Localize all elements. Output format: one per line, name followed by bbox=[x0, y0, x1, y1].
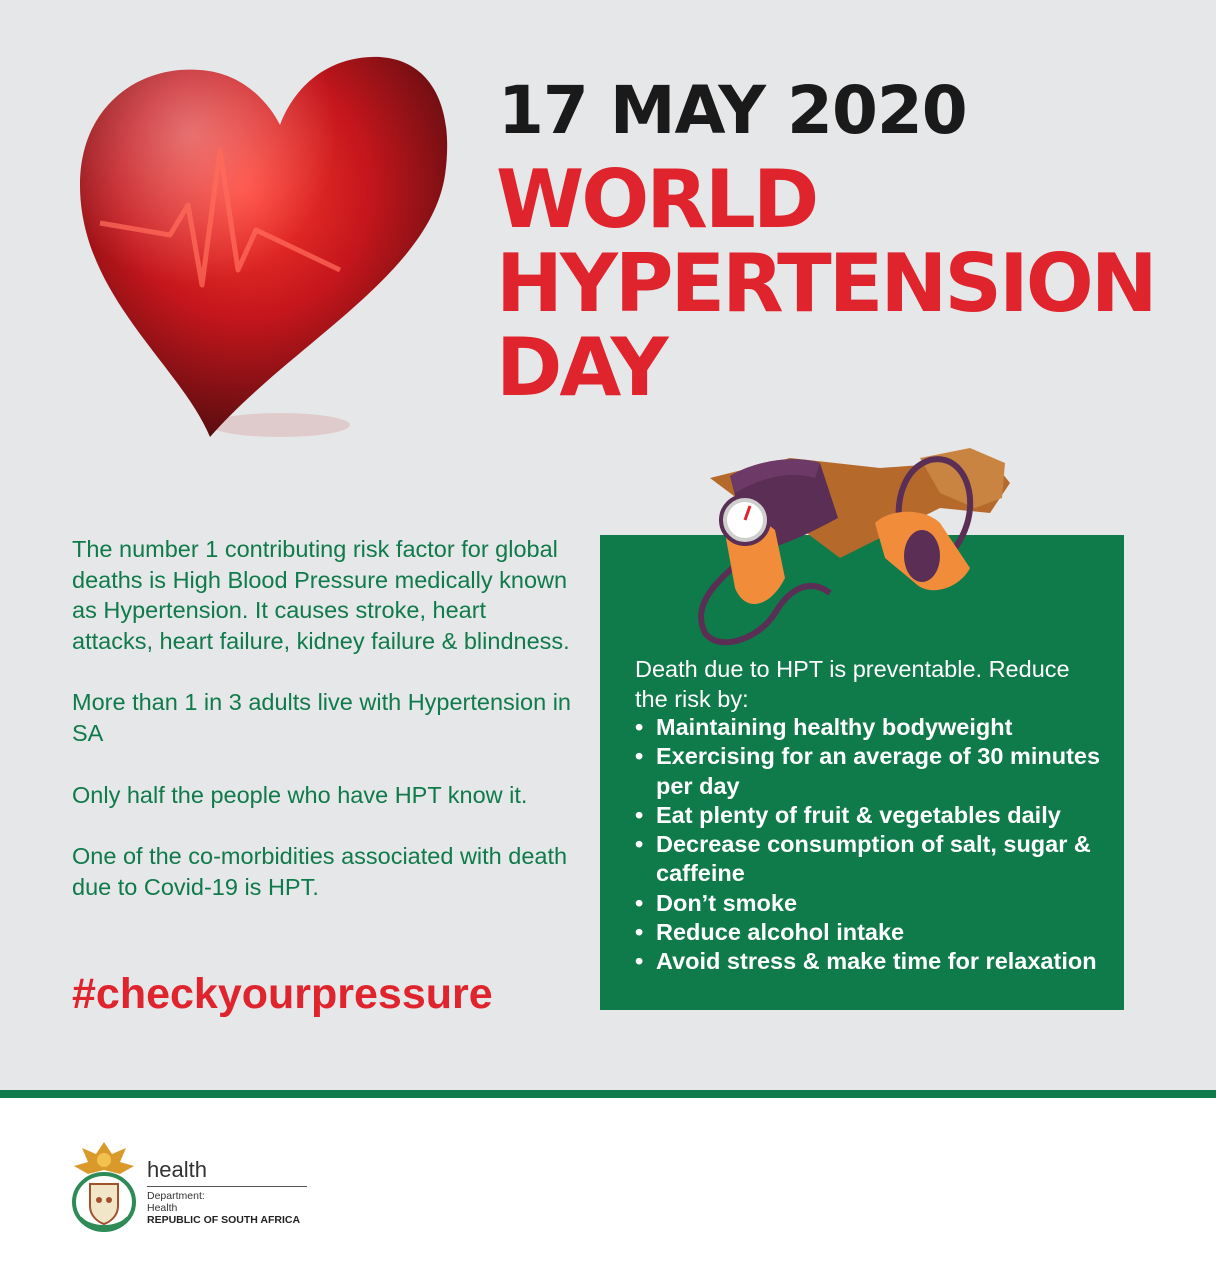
facts-block bbox=[72, 534, 572, 933]
event-date: 17 MAY 2020 bbox=[498, 72, 967, 149]
bullet-icon: • bbox=[635, 831, 644, 858]
list-item-text: Decrease consumption of salt, sugar & caffeine bbox=[656, 831, 1091, 887]
list-item-text: Reduce alcohol intake bbox=[656, 919, 905, 946]
list-item bbox=[635, 713, 1105, 742]
prevention-list bbox=[635, 713, 1105, 977]
title-line-1: WORLD bbox=[496, 153, 817, 246]
hashtag: #checkyourpressure bbox=[72, 970, 493, 1018]
bullet-icon: • bbox=[635, 919, 644, 946]
heart-icon bbox=[70, 45, 460, 445]
list-item-text: Avoid stress & make time for relaxation bbox=[656, 948, 1097, 975]
footer-divider bbox=[0, 1090, 1216, 1098]
title-line-3: DAY bbox=[496, 321, 666, 414]
dept-line: Department: bbox=[147, 1190, 205, 1202]
fact-paragraph: The number 1 contributing risk factor for global deaths is High Blood Pressure medically known as Hypertension. It causes stroke, heart attacks, heart failure, kidney failure & blindness. bbox=[72, 536, 570, 654]
list-item-text: Don’t smoke bbox=[656, 889, 798, 916]
bullet-icon: • bbox=[635, 743, 644, 770]
list-item bbox=[635, 801, 1105, 830]
fact-paragraph: More than 1 in 3 adults live with Hypertension in SA bbox=[72, 689, 571, 746]
coat-of-arms-icon bbox=[70, 1140, 138, 1232]
bullet-icon: • bbox=[635, 889, 644, 916]
list-item bbox=[635, 947, 1105, 976]
prevention-intro: Death due to HPT is preventable. Reduce the risk by: bbox=[635, 656, 1070, 712]
footer bbox=[0, 1098, 1216, 1280]
blood-pressure-monitor-icon bbox=[690, 438, 1020, 648]
bullet-icon: • bbox=[635, 948, 644, 975]
list-item-text: Exercising for an average of 30 minutes per day bbox=[656, 743, 1101, 799]
logo-country: REPUBLIC OF SOUTH AFRICA bbox=[147, 1214, 301, 1226]
list-item-text: Maintaining healthy bodyweight bbox=[656, 714, 1013, 740]
fact-paragraph: Only half the people who have HPT know it. bbox=[72, 781, 528, 808]
logo-divider bbox=[147, 1186, 307, 1187]
logo-department bbox=[147, 1190, 205, 1214]
list-item bbox=[635, 830, 1105, 889]
fact-paragraph: One of the co-morbidities associated with death due to Covid-19 is HPT. bbox=[72, 843, 568, 900]
dept-line: Health bbox=[147, 1202, 178, 1214]
bullet-icon: • bbox=[635, 801, 644, 828]
logo-wordmark: health bbox=[147, 1157, 207, 1182]
event-title bbox=[496, 153, 1155, 414]
list-item bbox=[635, 889, 1105, 918]
list-item bbox=[635, 918, 1105, 947]
list-item bbox=[635, 742, 1105, 801]
bullet-icon: • bbox=[635, 714, 644, 740]
title-line-2: HYPERTENSION bbox=[496, 237, 1155, 330]
list-item-text: Eat plenty of fruit & vegetables daily bbox=[656, 801, 1061, 828]
